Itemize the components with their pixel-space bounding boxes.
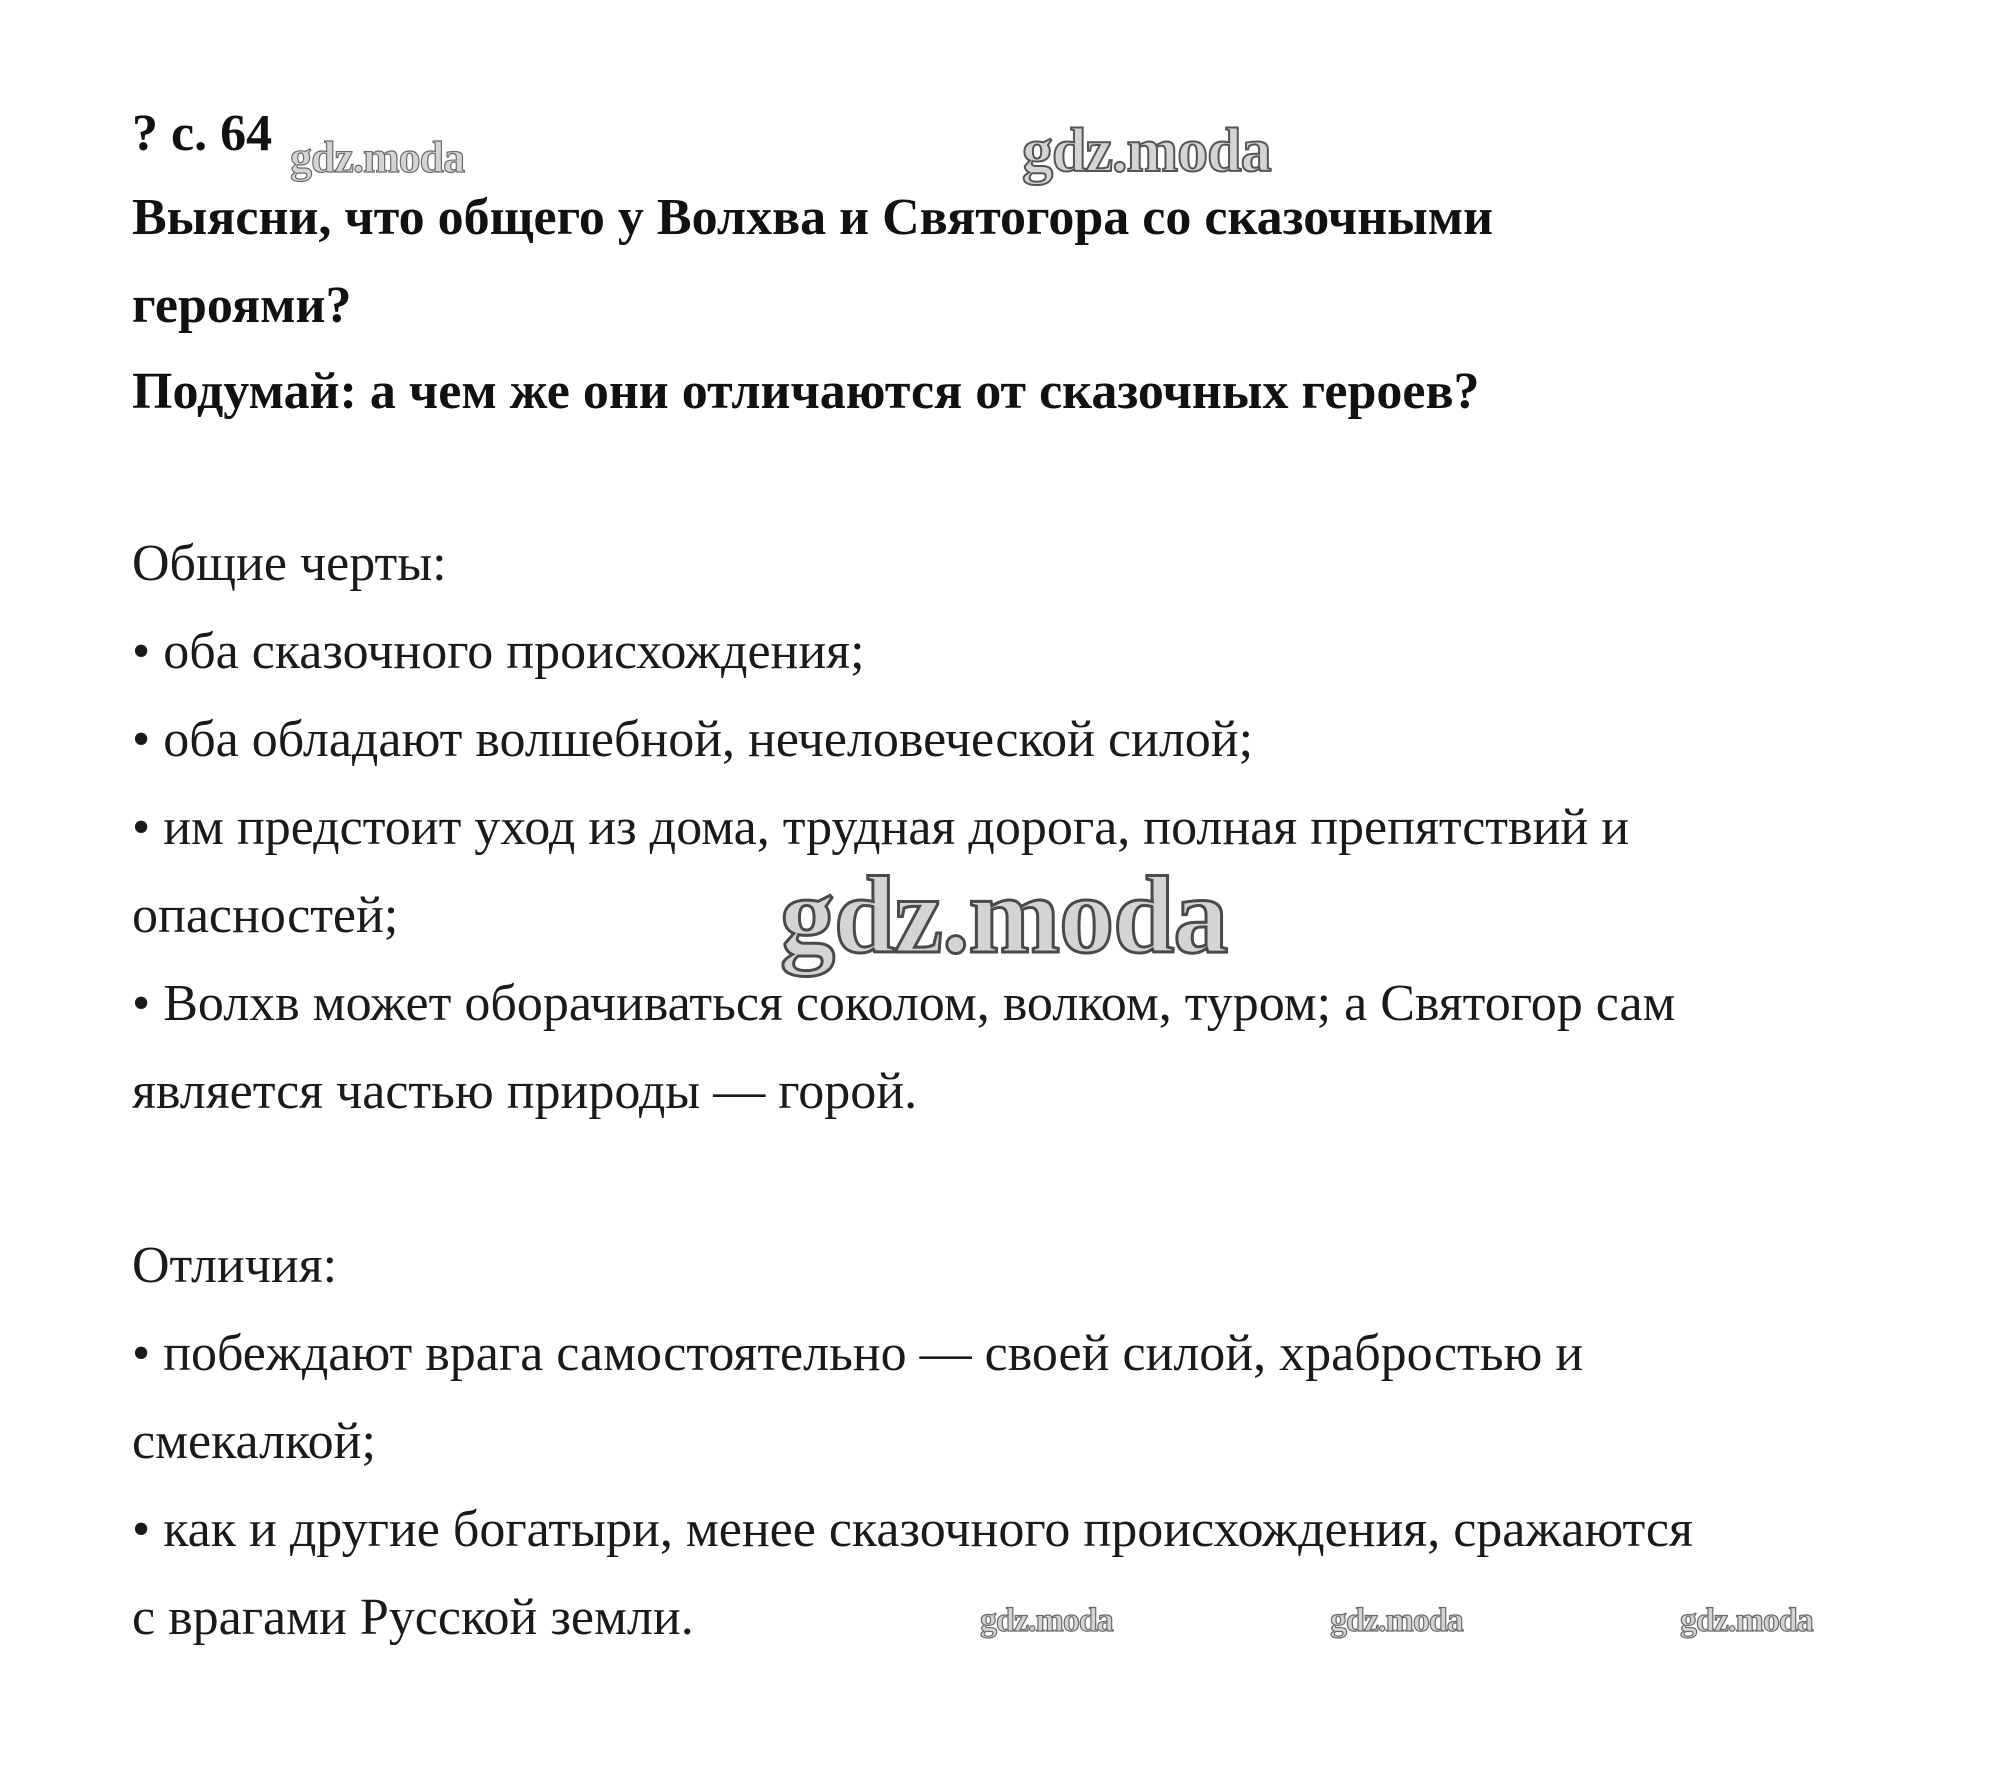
page-label: ? с. 64 [132,105,273,162]
differences-line: смекалкой; [132,1413,376,1470]
watermark: gdz.moda [980,1602,1113,1639]
differences-line: • побеждают врага самостоятельно — своей силой, храбростью и [132,1325,1584,1382]
differences-line: с врагами Русской земли. [132,1589,694,1646]
common-line: • им предстоит уход из дома, трудная дорога, полная препятствий и [132,799,1630,856]
common-title: Общие черты: [132,535,447,592]
common-line: • Волхв может оборачиваться соколом, волком, туром; а Святогор сам [132,975,1676,1032]
differences-line: • как и другие богатыри, менее сказочного происхождения, сражаются [132,1501,1693,1558]
watermark: gdz.moda [1022,117,1271,185]
differences-title: Отличия: [132,1237,338,1294]
common-line: • оба обладают волшебной, нечеловеческой силой; [132,711,1254,768]
question-line-1: Выясни, что общего у Волхва и Святогора со сказочными [132,189,1494,246]
question-line-3: Подумай: а чем же они отличаются от сказочных героев? [132,363,1480,420]
question-line-2: героями? [132,277,352,334]
watermark: gdz.moda [780,854,1228,976]
common-line: опасностей; [132,887,399,944]
watermark: gdz.moda [1680,1602,1813,1639]
watermark: gdz.moda [290,133,465,182]
watermark: gdz.moda [1330,1602,1463,1639]
common-line: является частью природы — горой. [132,1063,918,1120]
common-line: • оба сказочного происхождения; [132,623,865,680]
